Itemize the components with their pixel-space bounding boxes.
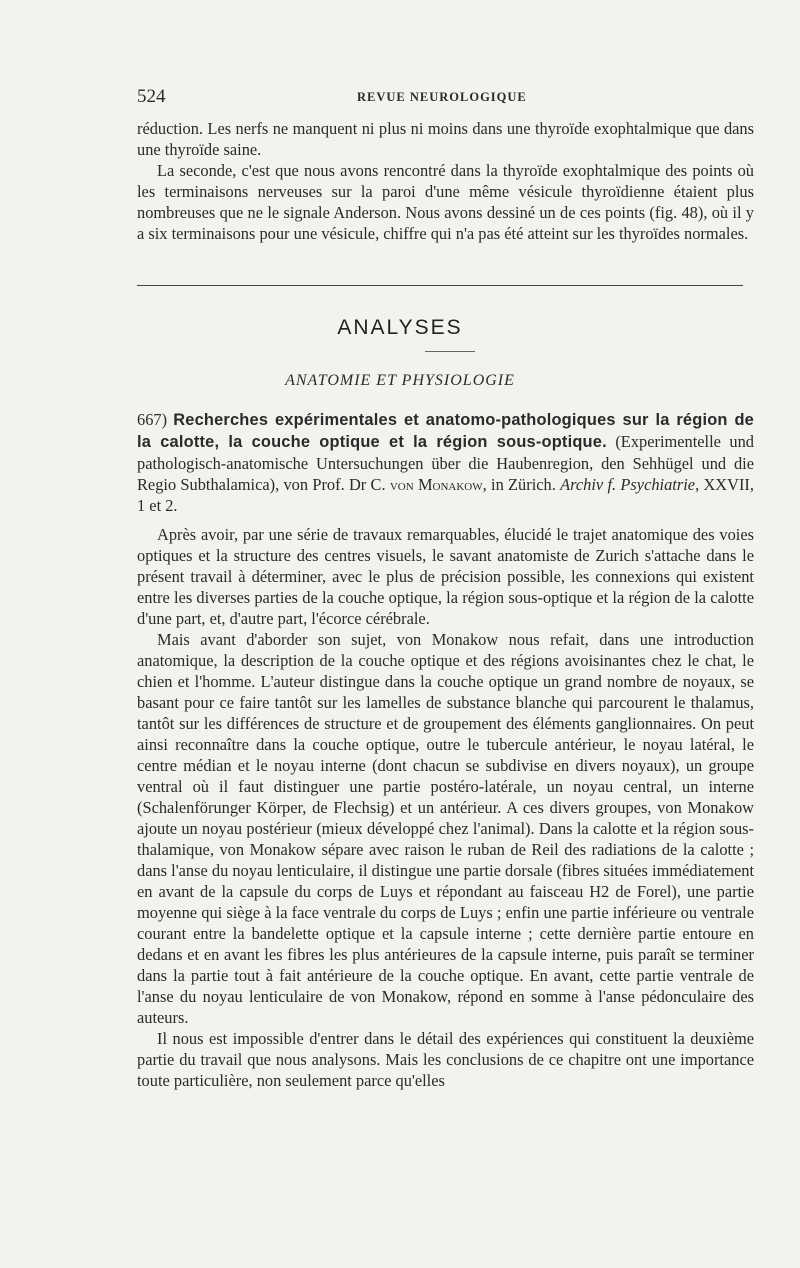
entry-title: Recherches expérimentales et anatomo-pathologiques sur la région de la calotte, la couche optique et la région sous-optique. xyxy=(137,411,754,451)
entry-heading xyxy=(137,409,754,516)
entry-author: von Monakow xyxy=(389,475,483,494)
entry-german-title: (Experimentelle und pathologisch-anatomische Untersuchungen über die Haubenregion, den Sehhügel und die Regio Subthalamica), von Prof. Dr C. xyxy=(137,432,754,494)
section-title: ANALYSES xyxy=(337,316,463,339)
running-title: REVUE NEUROLOGIQUE xyxy=(357,90,527,104)
body-paragraph-1: Après avoir, par une série de travaux remarquables, élucidé le trajet anatomique des voies optiques et la structure des centres visuels, le savant anatomiste de Zurich s'attache dans le présent travail à déterminer, avec le plus de précision possible, les connexions qui existent entre les diverses parties de la couche optique, la région sous-optique et la région de la calotte d'une part, et, d'autre part, l'écorce cérébrale. xyxy=(137,525,754,628)
title-underline xyxy=(425,351,475,352)
entry-place: , in Zürich. xyxy=(482,475,556,494)
entry-volume: , XXVII, 1 et 2. xyxy=(137,475,754,515)
analysis-entry xyxy=(137,409,754,1091)
page-header xyxy=(137,86,757,110)
body-paragraph-2: Mais avant d'aborder son sujet, von Monakow nous refait, dans une introduction anatomique, la description de la couche optique et des régions avoisinantes chez le chat, le chien et l'homme. L'auteur distingue dans la couche optique un grand nombre de noyaux, se basant pour ce faire tantôt sur les lamelles de substance blanche qui parcourent le thalamus, tantôt sur les différences de structure et de groupement des éléments ganglionnaires. On peut ainsi reconnaître dans la couche optique, outre le tubercule antérieur, le noyau latéral, le centre médian et le noyau interne (dont chacun se subdivise en divers noyaux), un groupe ventral où il faut distinguer une partie postéro-latérale, un noyau central, un interne (Schalenförunger Körper, de Flechsig) et un antérieur. A ces divers groupes, von Monakow ajoute un noyau postérieur (mieux développé chez l'animal). Dans la calotte et la région sous-thalamique, von Monakow sépare avec raison le ruban de Reil des radiations de la calotte ; dans l'anse du noyau lenticulaire, il distingue une partie dorsale (fibres situées immédiatement en avant de la capsule du corps de Luys et répondant au faisceau H2 de Forel), une partie moyenne qui siège à la face ventrale du corps de Luys ; enfin une partie inférieure ou ventrale courant entre la bandelette optique et la capsule interne ; cette dernière partie entoure en dedans et en avant les fibres les plus antérieures de la capsule interne, puis paraît se terminer dans la partie tout à fait antérieure de la couche optique. En avant, cette partie ventrale de l'anse du noyau lenticulaire de von Monakow, répond en somme à l'anse pédonculaire des auteurs. xyxy=(137,630,754,1027)
intro-paragraph-2: La seconde, c'est que nous avons rencontré dans la thyroïde exophtalmique des points où les terminaisons nerveuses sur la paroi d'une même vésicule thyroïdienne étaient plus nombreuses que ne le signale Anderson. Nous avons dessiné un de ces points (fig. 48), où il y a six terminaisons pour une vésicule, chiffre qui n'a pas été atteint sur les thyroïdes normales. xyxy=(137,161,754,243)
section-divider xyxy=(137,285,743,286)
entry-journal: Archiv f. Psychiatrie xyxy=(560,475,696,494)
intro-paragraph-1: réduction. Les nerfs ne manquent ni plus ni moins dans une thyroïde exophtalmique que dans une thyroïde saine. xyxy=(137,119,754,159)
page-number: 524 xyxy=(137,86,166,107)
body-paragraph-3: Il nous est impossible d'entrer dans le détail des expériences qui constituent la deuxième partie du travail que nous analysons. Mais les conclusions de ce chapitre ont une importance toute particulière, non seulement parce qu'elles xyxy=(137,1029,754,1090)
entry-number: 667) xyxy=(137,410,168,429)
intro-text xyxy=(137,118,754,244)
subsection-title: ANATOMIE ET PHYSIOLOGIE xyxy=(285,372,515,389)
